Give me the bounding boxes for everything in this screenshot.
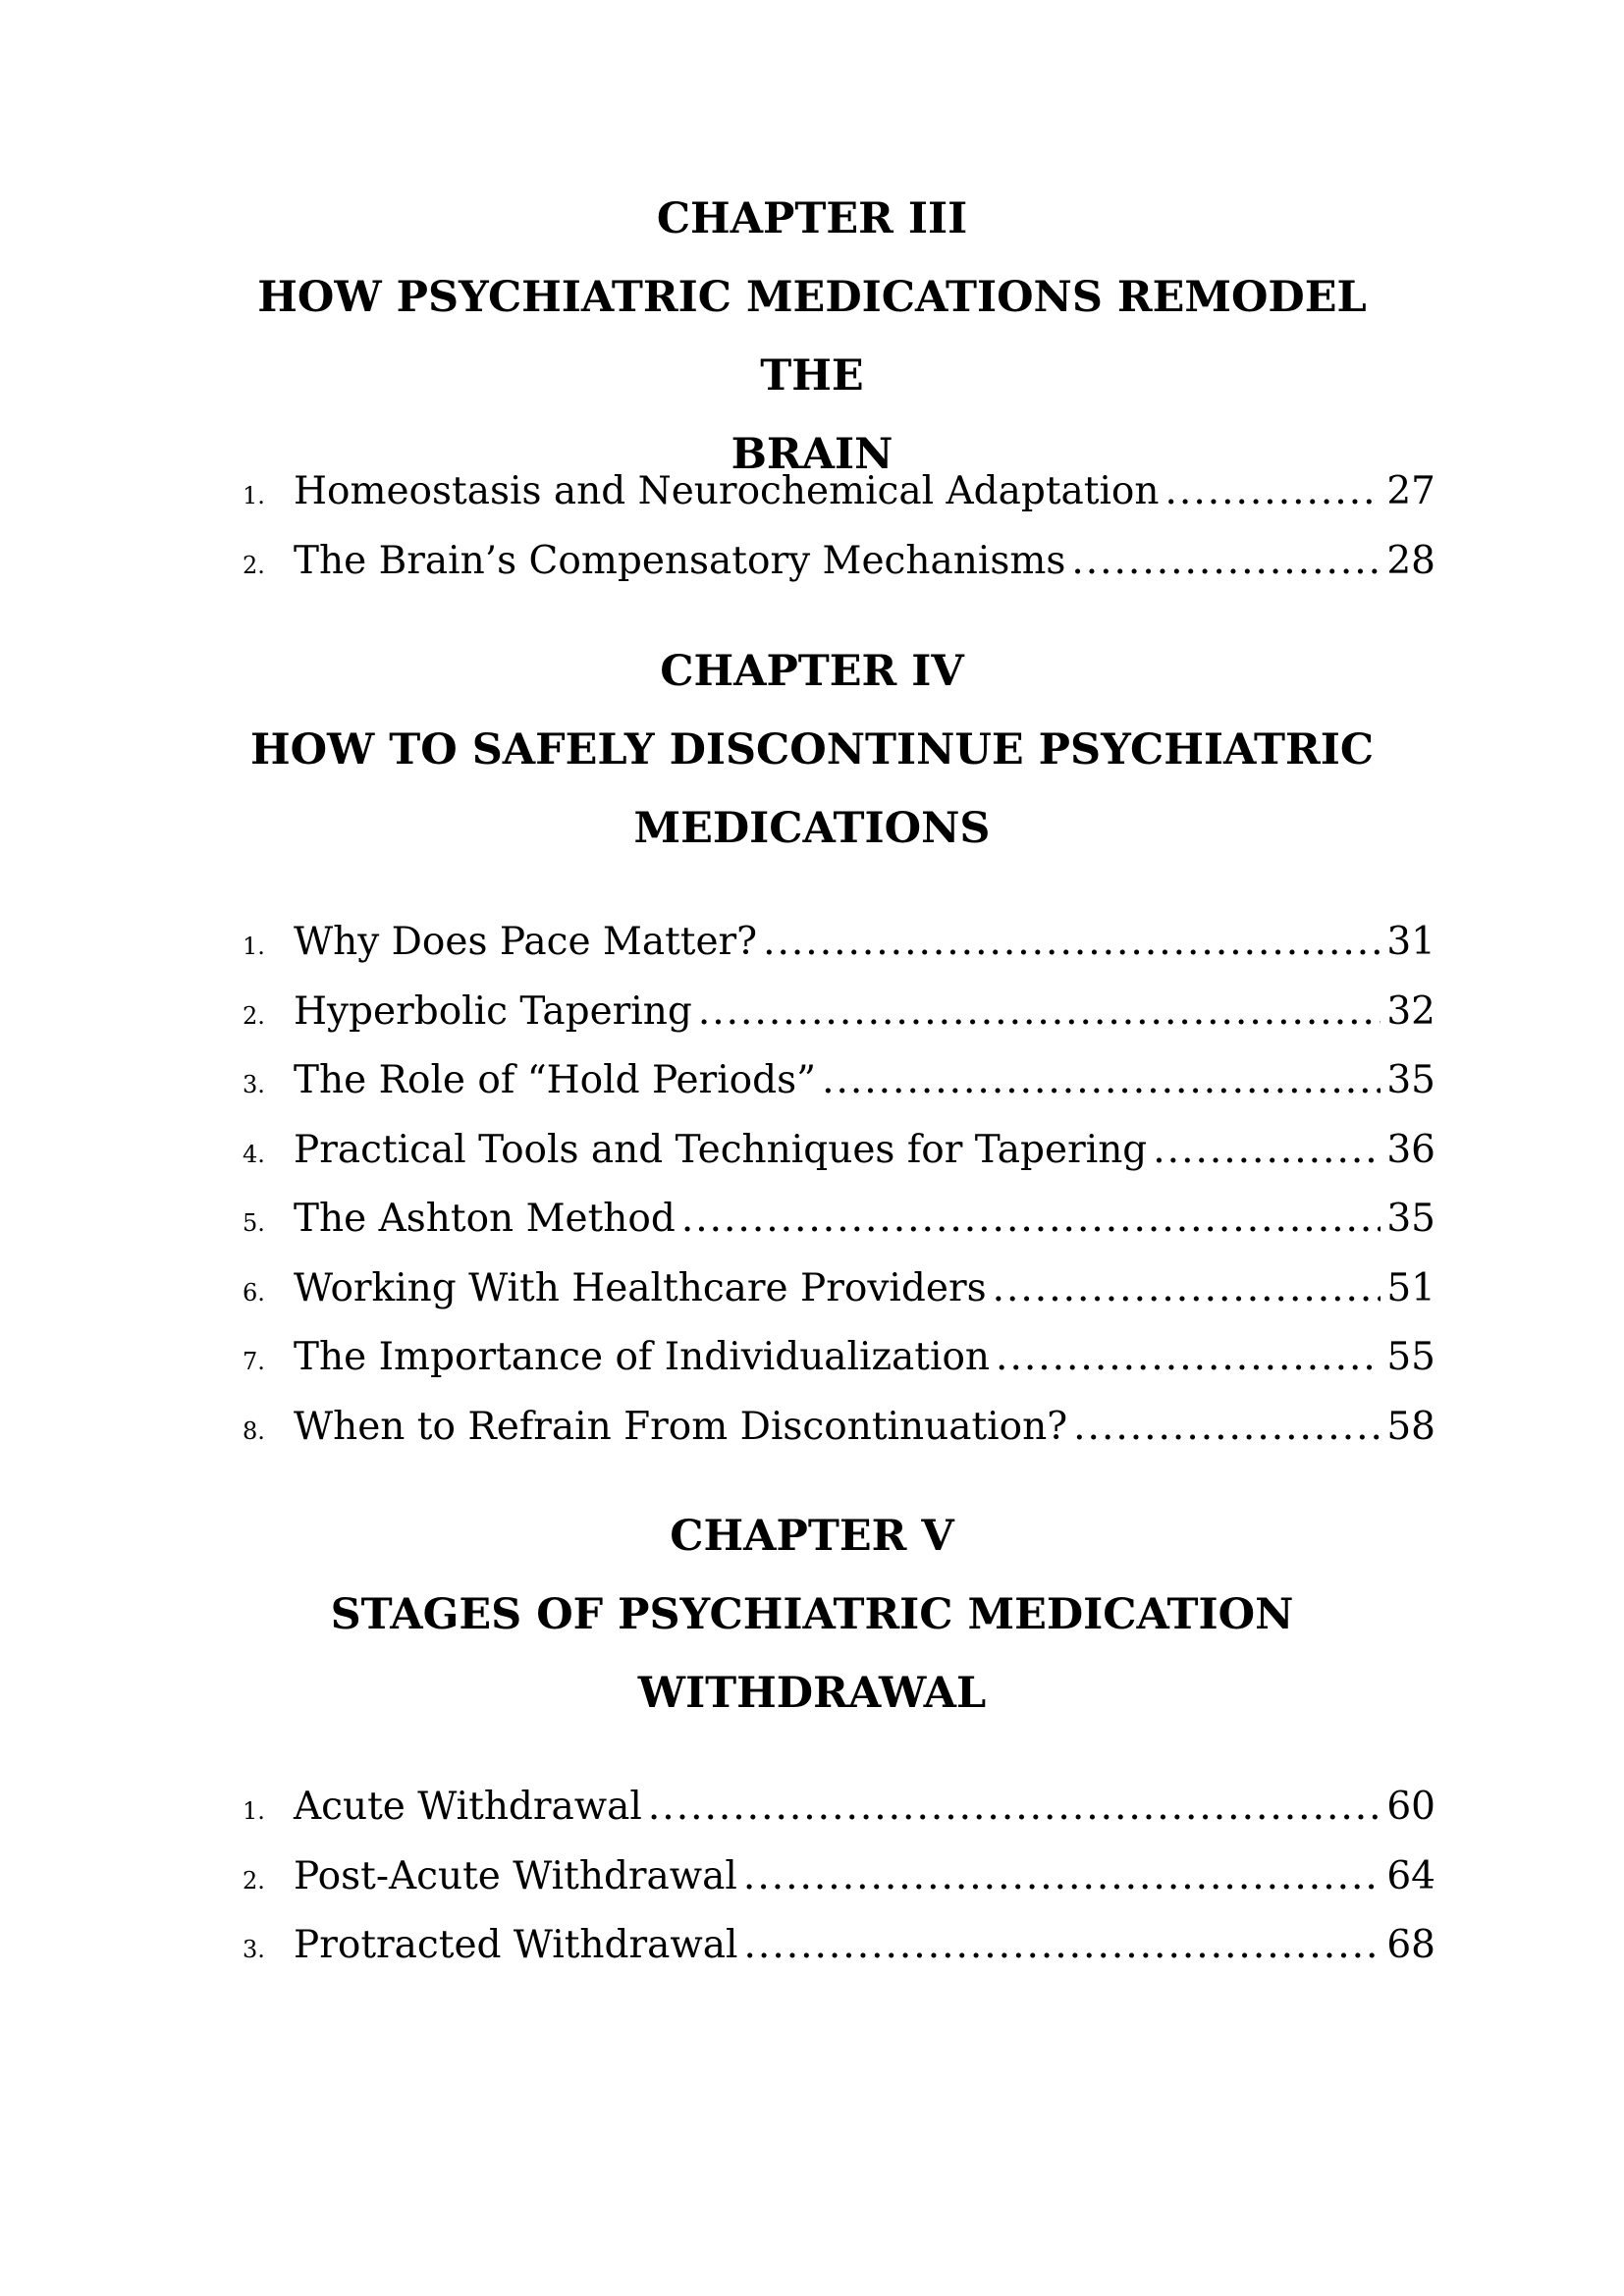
entry-title: The Brain’s Compensatory Mechanisms — [294, 538, 1066, 583]
entry-page-number: 27 — [1386, 469, 1435, 513]
toc-entry[interactable] — [243, 1116, 1435, 1186]
entry-page-number: 31 — [1386, 920, 1435, 964]
entry-title: Practical Tools and Techniques for Tapering — [294, 1127, 1148, 1172]
dot-leader — [648, 1773, 1380, 1842]
chapter-label: CHAPTER V — [670, 1512, 954, 1561]
entry-page-number: 60 — [1386, 1785, 1435, 1829]
entry-title: Homeostasis and Neurochemical Adaptation — [294, 469, 1160, 513]
entry-number: 2. — [243, 1866, 265, 1895]
toc-entry[interactable] — [243, 1393, 1435, 1463]
chapter-3-entries — [243, 457, 1435, 596]
entry-title: Why Does Pace Matter? — [294, 920, 758, 964]
entry-title: Protracted Withdrawal — [294, 1923, 738, 1967]
chapter-title-line: HOW TO SAFELY DISCONTINUE PSYCHIATRIC — [249, 725, 1375, 774]
toc-entry[interactable] — [243, 1046, 1435, 1116]
toc-entry[interactable] — [243, 908, 1435, 978]
dot-leader — [681, 1185, 1381, 1254]
chapter-4-heading-block — [0, 632, 1624, 868]
entry-title: When to Refrain From Discontinuation? — [294, 1404, 1068, 1449]
toc-entry[interactable] — [243, 457, 1435, 527]
chapter-title-line: WITHDRAWAL — [637, 1669, 987, 1718]
dot-leader — [1165, 457, 1381, 526]
entry-number: 2. — [243, 1001, 265, 1030]
entry-number: 1. — [243, 482, 265, 509]
toc-entry[interactable] — [243, 1185, 1435, 1255]
entry-page-number: 58 — [1386, 1404, 1435, 1449]
entry-number: 1. — [243, 1797, 265, 1825]
entry-number: 6. — [243, 1278, 265, 1307]
entry-page-number: 32 — [1386, 988, 1435, 1034]
dot-leader — [1071, 527, 1380, 596]
entry-page-number: 51 — [1386, 1265, 1435, 1310]
chapter-4-entries — [243, 908, 1435, 1462]
entry-page-number: 35 — [1386, 1058, 1435, 1102]
chapter-title-line: BRAIN — [731, 430, 893, 479]
toc-entry[interactable] — [243, 527, 1435, 597]
dot-leader — [763, 908, 1380, 977]
chapter-title-line: STAGES OF PSYCHIATRIC MEDICATION — [330, 1590, 1294, 1639]
entry-number: 3. — [243, 1936, 265, 1963]
toc-entry[interactable] — [243, 978, 1435, 1047]
entry-title: Post-Acute Withdrawal — [294, 1853, 737, 1898]
dot-leader — [698, 978, 1381, 1046]
toc-entry[interactable] — [243, 1842, 1435, 1912]
chapter-label: CHAPTER III — [656, 194, 968, 243]
entry-number: 1. — [243, 933, 265, 960]
toc-entry[interactable] — [243, 1911, 1435, 1981]
entry-page-number: 35 — [1386, 1197, 1435, 1241]
dot-leader — [996, 1323, 1380, 1392]
toc-entry[interactable] — [243, 1323, 1435, 1393]
chapter-5-entries — [243, 1773, 1435, 1981]
entry-title: The Role of “Hold Periods” — [294, 1058, 817, 1102]
entry-title: The Importance of Individualization — [294, 1335, 991, 1379]
chapter-3-heading-block — [0, 180, 1624, 494]
entry-page-number: 68 — [1386, 1923, 1435, 1967]
entry-title: Working With Healthcare Providers — [294, 1265, 987, 1310]
entry-number: 2. — [243, 551, 265, 579]
entry-page-number: 36 — [1386, 1127, 1435, 1172]
entry-number: 3. — [243, 1071, 265, 1098]
dot-leader — [822, 1046, 1380, 1115]
toc-entry[interactable] — [243, 1773, 1435, 1842]
entry-title: Acute Withdrawal — [294, 1785, 642, 1829]
entry-page-number: 28 — [1386, 538, 1435, 583]
entry-title: The Ashton Method — [294, 1197, 676, 1241]
dot-leader — [744, 1911, 1381, 1980]
chapter-5-heading-block — [0, 1497, 1624, 1733]
dot-leader — [1073, 1393, 1380, 1462]
chapter-title-line: MEDICATIONS — [633, 804, 991, 853]
entry-number: 8. — [243, 1416, 265, 1445]
chapter-title-line: HOW PSYCHIATRIC MEDICATIONS REMODEL THE — [257, 273, 1367, 400]
entry-page-number: 64 — [1386, 1853, 1435, 1898]
dot-leader — [743, 1842, 1380, 1911]
entry-number: 5. — [243, 1209, 265, 1237]
entry-title: Hyperbolic Tapering — [294, 988, 692, 1034]
toc-entry[interactable] — [243, 1255, 1435, 1324]
chapter-label: CHAPTER IV — [660, 647, 964, 696]
entry-page-number: 55 — [1386, 1335, 1435, 1379]
entry-number: 7. — [243, 1348, 265, 1375]
dot-leader — [993, 1255, 1381, 1323]
entry-number: 4. — [243, 1140, 265, 1168]
dot-leader — [1153, 1116, 1380, 1185]
